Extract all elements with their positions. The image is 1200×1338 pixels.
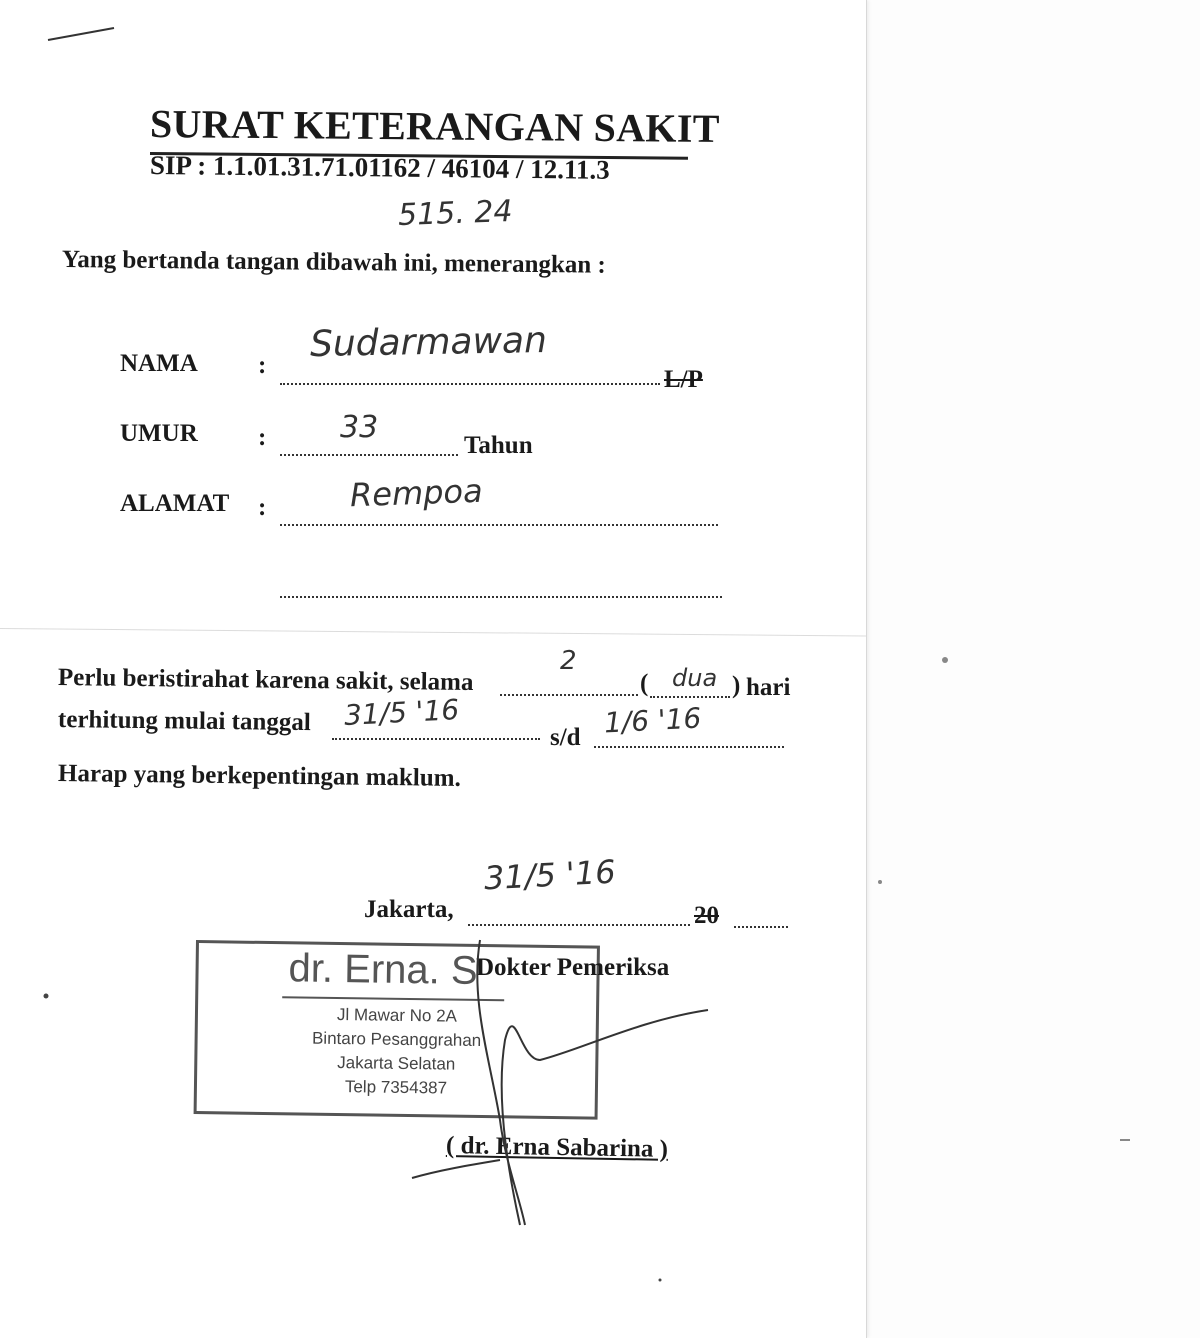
letter-title: SURAT KETERANGAN SAKIT (149, 101, 720, 151)
stamp-address-line-2: Bintaro Pesanggrahan (311, 1028, 482, 1050)
stamp-address-line-3: Jakarta Selatan (337, 1052, 456, 1074)
nama-handwritten-value: Sudarmawan (309, 319, 548, 366)
year-prefix: 20 (694, 902, 719, 929)
stamp-address-line-1: Jl Mawar No 2A (336, 1004, 458, 1026)
start-line-text: terhitung mulai tanggal (57, 706, 311, 737)
handwritten-reference-number: 515. 24 (397, 194, 514, 233)
stamp-phone: Telp 7354387 (344, 1077, 448, 1098)
sip-number: SIP : 1.1.01.31.71.01162 / 46104 / 12.11.3 (149, 150, 610, 185)
paren-close: ) (732, 672, 741, 699)
sign-date-handwritten: 31/5 '16 (483, 852, 617, 898)
sd-label: s/d (550, 724, 581, 751)
rest-line-text: Perlu beristirahat karena sakit, selama (57, 664, 474, 697)
start-date-handwritten: 31/5 '16 (343, 693, 460, 732)
paren-open: ( (640, 670, 649, 697)
alamat-handwritten-value: Rempoa (349, 471, 484, 515)
closing-line: Harap yang berkepentingan maklum. (57, 760, 461, 792)
stamp-doctor-name: dr. Erna. S (288, 946, 478, 993)
days-handwritten-value: 2 (560, 646, 577, 676)
scan-dot (942, 657, 948, 663)
end-date-handwritten: 1/6 '16 (603, 701, 703, 740)
doctor-name: ( dr. Erna Sabarina ) (445, 1132, 669, 1163)
umur-handwritten-value: 33 (340, 410, 379, 445)
nama-label: NAMA (120, 350, 198, 377)
umur-label: UMUR (120, 420, 198, 447)
gender-label: L/P (664, 366, 703, 393)
intro-text: Yang bertanda tangan dibawah ini, menerangkan : (61, 246, 606, 279)
umur-unit: Tahun (464, 432, 533, 459)
examining-doctor-label: Dokter Pemeriksa (476, 954, 670, 981)
alamat-colon: : (258, 494, 267, 521)
umur-colon: : (258, 424, 267, 451)
days-words-handwritten: dua (672, 664, 718, 692)
alamat-label: ALAMAT (120, 490, 230, 517)
city-label: Jakarta, (364, 896, 454, 923)
hari-label: hari (746, 674, 791, 701)
scan-dot (878, 880, 882, 884)
nama-colon: : (258, 352, 267, 379)
